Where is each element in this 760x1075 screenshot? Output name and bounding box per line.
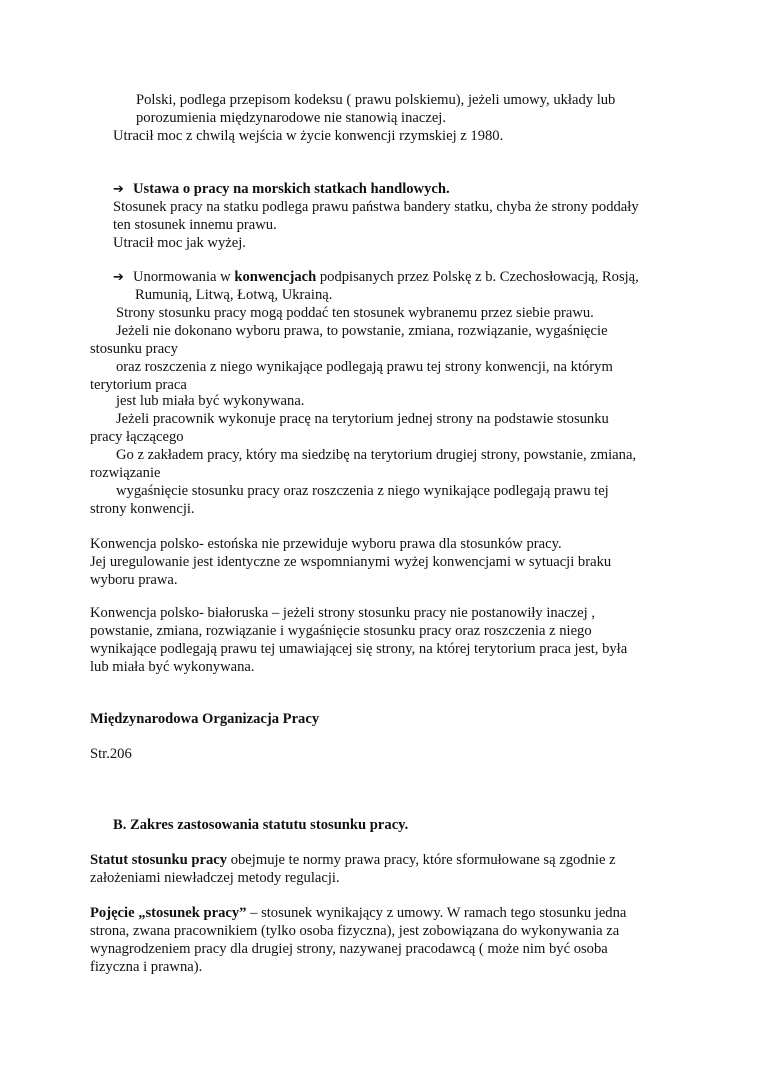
text-line: Utracił moc z chwilą wejścia w życie konwencji rzymskiej z 1980.: [113, 128, 504, 144]
text-line: Go z zakładem pracy, który ma siedzibę na terytorium drugiej strony, powstanie, zmiana,: [116, 447, 637, 463]
text-line: strony konwencji.: [90, 501, 195, 517]
arrow-right-icon: ➔: [113, 182, 124, 197]
text-line: wynikające podlegają prawu tej umawiającej się strony, na której terytorium praca jest, była: [90, 641, 628, 657]
text-line: Statut stosunku pracy obejmuje te normy prawa pracy, które sformułowane są zgodnie z: [90, 852, 616, 868]
text-line: rozwiązanie: [90, 465, 161, 481]
text-line: Utracił moc jak wyżej.: [113, 235, 246, 251]
bullet-heading-text: Ustawa o pracy na morskich statkach handlowych.: [133, 181, 450, 197]
text-line: wyboru prawa.: [90, 572, 178, 588]
bullet-heading: [113, 180, 450, 199]
text-line: wygaśnięcie stosunku pracy oraz roszczenia z niego wynikające podlegają prawu tej: [116, 483, 609, 499]
text-line: ten stosunek innemu prawu.: [113, 217, 277, 233]
text-line: Jej uregulowanie jest identyczne ze wspomnianymi wyżej konwencjami w sytuacji braku: [90, 554, 612, 570]
text-line: Pojęcie „stosunek pracy” – stosunek wynikający z umowy. W ramach tego stosunku jedna: [90, 905, 627, 921]
text-line: Stosunek pracy na statku podlega prawu państwa bandery statku, chyba że strony poddały: [113, 199, 639, 215]
text-line: Jeżeli pracownik wykonuje pracę na terytorium jednej strony na podstawie stosunku: [116, 411, 609, 427]
bold-term: Pojęcie „stosunek pracy”: [90, 905, 247, 921]
section-heading: B. Zakres zastosowania statutu stosunku pracy.: [113, 817, 409, 833]
section-heading: Międzynarodowa Organizacja Pracy: [90, 711, 320, 727]
text-line: powstanie, zmiana, rozwiązanie i wygaśnięcie stosunku pracy oraz roszczenia z niego: [90, 623, 592, 639]
text-line: Konwencja polsko- białoruska – jeżeli strony stosunku pracy nie postanowiły inaczej ,: [90, 605, 595, 621]
text-line: porozumienia międzynarodowe nie stanowią inaczej.: [136, 110, 446, 126]
bold-term: Statut stosunku pracy: [90, 852, 228, 868]
text-line: założeniami niewładczej metody regulacji.: [90, 870, 340, 886]
text-line: fizyczna i prawna).: [90, 959, 203, 975]
text-line: Rumunią, Litwą, Łotwą, Ukrainą.: [135, 287, 333, 303]
text-line: stosunku pracy: [90, 341, 178, 357]
text-line: Jeżeli nie dokonano wyboru prawa, to powstanie, zmiana, rozwiązanie, wygaśnięcie: [116, 323, 608, 339]
bold-term: konwencjach: [234, 269, 317, 285]
arrow-right-icon: ➔: [113, 270, 124, 285]
text-line: strona, zwana pracownikiem (tylko osoba fizyczna), jest zobowiązana do wykonywania za: [90, 923, 620, 939]
text-line: Konwencja polsko- estońska nie przewiduje wyboru prawa dla stosunków pracy.: [90, 536, 562, 552]
text-line: terytorium praca: [90, 377, 187, 393]
text-line: oraz roszczenia z niego wynikające podlegają prawu tej strony konwencji, na którym: [116, 359, 613, 375]
text-line: lub miała być wykonywana.: [90, 659, 255, 675]
text-line: jest lub miała być wykonywana.: [116, 393, 305, 409]
text-line: wynagrodzeniem pracy dla drugiej strony, nazywanej pracodawcą ( może nim być osoba: [90, 941, 608, 957]
text-line: Strony stosunku pracy mogą poddać ten stosunek wybranemu przez siebie prawu.: [116, 305, 594, 321]
bullet-line: ➔ Unormowania w konwencjach podpisanych przez Polskę z b. Czechosłowacją, Rosją,: [113, 269, 639, 285]
page-reference: Str.206: [90, 746, 132, 762]
text-line: pracy łączącego: [90, 429, 184, 445]
text-line: Polski, podlega przepisom kodeksu ( prawu polskiemu), jeżeli umowy, układy lub: [136, 92, 616, 108]
